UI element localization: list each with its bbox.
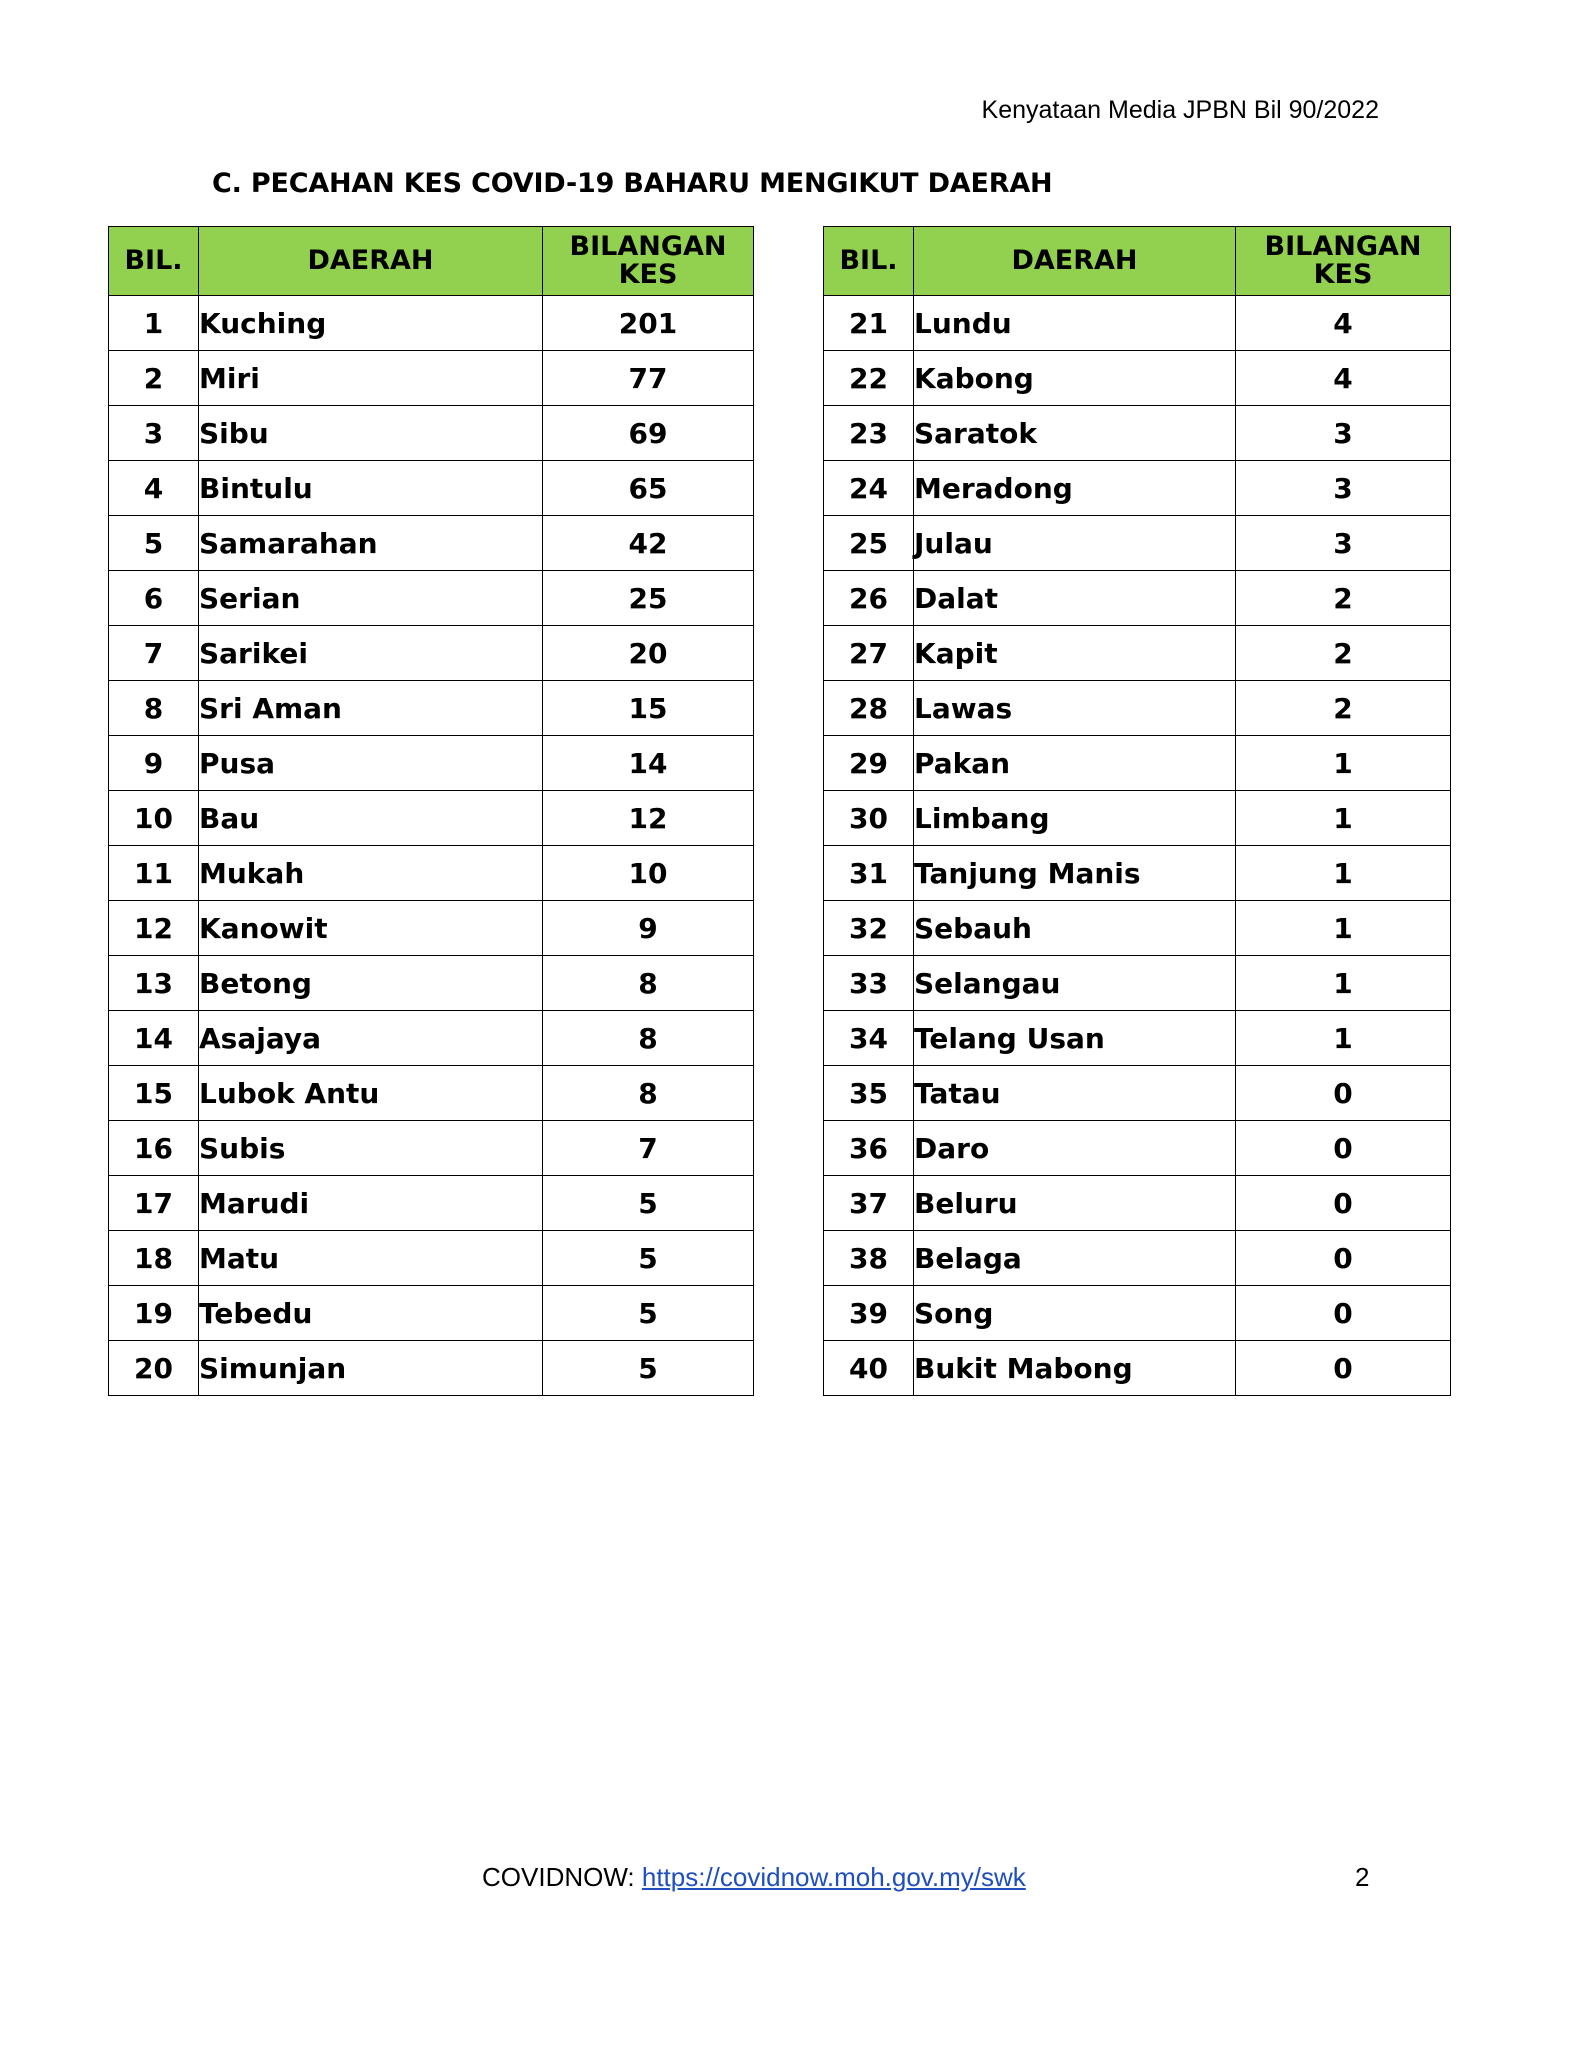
cell-bilangan-kes: 12 [543, 791, 754, 846]
cell-bil: 12 [109, 901, 199, 956]
cell-bilangan-kes: 0 [1236, 1121, 1451, 1176]
cell-daerah: Betong [199, 956, 543, 1011]
cell-daerah: Sibu [199, 406, 543, 461]
cell-bilangan-kes: 0 [1236, 1231, 1451, 1286]
cell-daerah: Limbang [914, 791, 1236, 846]
cell-bilangan-kes: 1 [1236, 791, 1451, 846]
cell-bilangan-kes: 5 [543, 1176, 754, 1231]
table-row [109, 296, 754, 351]
cell-daerah: Daro [914, 1121, 1236, 1176]
cell-bilangan-kes: 69 [543, 406, 754, 461]
cell-bilangan-kes: 20 [543, 626, 754, 681]
table-row [824, 791, 1451, 846]
table-row [109, 516, 754, 571]
cell-bil: 36 [824, 1121, 914, 1176]
cell-daerah: Kanowit [199, 901, 543, 956]
cell-daerah: Tanjung Manis [914, 846, 1236, 901]
cell-bil: 24 [824, 461, 914, 516]
table-row [109, 406, 754, 461]
cell-daerah: Tebedu [199, 1286, 543, 1341]
cell-bilangan-kes: 8 [543, 956, 754, 1011]
cell-bilangan-kes: 1 [1236, 846, 1451, 901]
cell-bil: 7 [109, 626, 199, 681]
cell-bil: 39 [824, 1286, 914, 1341]
cell-daerah: Kuching [199, 296, 543, 351]
cell-bil: 40 [824, 1341, 914, 1396]
cell-bil: 14 [109, 1011, 199, 1066]
cell-bilangan-kes: 201 [543, 296, 754, 351]
table-row [824, 1231, 1451, 1286]
cell-daerah: Mukah [199, 846, 543, 901]
cell-daerah: Pusa [199, 736, 543, 791]
table-row [824, 1176, 1451, 1231]
table-row [109, 846, 754, 901]
cell-bilangan-kes: 15 [543, 681, 754, 736]
cell-bil: 10 [109, 791, 199, 846]
cell-daerah: Miri [199, 351, 543, 406]
table-row [109, 901, 754, 956]
cell-daerah: Serian [199, 571, 543, 626]
cell-daerah: Sri Aman [199, 681, 543, 736]
cell-bil: 27 [824, 626, 914, 681]
table-row [109, 791, 754, 846]
table-row [824, 1011, 1451, 1066]
cell-daerah: Dalat [914, 571, 1236, 626]
table-row [109, 1341, 754, 1396]
footer-label: COVIDNOW: [482, 1862, 642, 1892]
table-row [824, 901, 1451, 956]
cell-bil: 21 [824, 296, 914, 351]
cell-bil: 31 [824, 846, 914, 901]
cell-daerah: Lundu [914, 296, 1236, 351]
cell-bilangan-kes: 0 [1236, 1066, 1451, 1121]
cell-bil: 9 [109, 736, 199, 791]
cell-bilangan-kes: 0 [1236, 1286, 1451, 1341]
cell-bilangan-kes: 1 [1236, 901, 1451, 956]
cell-daerah: Bintulu [199, 461, 543, 516]
cell-daerah: Simunjan [199, 1341, 543, 1396]
table-row [824, 1286, 1451, 1341]
cell-bil: 38 [824, 1231, 914, 1286]
cell-bilangan-kes: 5 [543, 1341, 754, 1396]
cell-bilangan-kes: 14 [543, 736, 754, 791]
table-row [109, 1011, 754, 1066]
cell-daerah: Kapit [914, 626, 1236, 681]
cell-bilangan-kes: 5 [543, 1286, 754, 1341]
cell-daerah: Bau [199, 791, 543, 846]
table-row [109, 1121, 754, 1176]
cell-daerah: Tatau [914, 1066, 1236, 1121]
cell-bil: 17 [109, 1176, 199, 1231]
table-row [824, 956, 1451, 1011]
cell-daerah: Bukit Mabong [914, 1341, 1236, 1396]
section-title: C. PECAHAN KES COVID-19 BAHARU MENGIKUT DAERAH [212, 168, 1053, 199]
cell-daerah: Lubok Antu [199, 1066, 543, 1121]
document-reference: Kenyataan Media JPBN Bil 90/2022 [981, 96, 1379, 124]
cell-bilangan-kes: 1 [1236, 956, 1451, 1011]
table-row [824, 406, 1451, 461]
table-row [109, 626, 754, 681]
cell-bilangan-kes: 8 [543, 1011, 754, 1066]
cell-bil: 16 [109, 1121, 199, 1176]
cell-bil: 5 [109, 516, 199, 571]
cell-bil: 19 [109, 1286, 199, 1341]
cell-daerah: Pakan [914, 736, 1236, 791]
table-row [109, 956, 754, 1011]
cell-bil: 4 [109, 461, 199, 516]
table-row [109, 736, 754, 791]
cell-bil: 30 [824, 791, 914, 846]
cell-daerah: Asajaya [199, 1011, 543, 1066]
cell-daerah: Saratok [914, 406, 1236, 461]
table-row [824, 296, 1451, 351]
header-daerah: DAERAH [199, 227, 543, 296]
cell-bilangan-kes: 8 [543, 1066, 754, 1121]
district-cases-table-right [823, 226, 1451, 1396]
cell-bilangan-kes: 77 [543, 351, 754, 406]
cell-bil: 29 [824, 736, 914, 791]
cell-bilangan-kes: 65 [543, 461, 754, 516]
table-row [109, 571, 754, 626]
cell-bil: 3 [109, 406, 199, 461]
header-bil: BIL. [109, 227, 199, 296]
cell-bilangan-kes: 1 [1236, 1011, 1451, 1066]
table-row [824, 461, 1451, 516]
cell-bil: 13 [109, 956, 199, 1011]
cell-bilangan-kes: 0 [1236, 1176, 1451, 1231]
cell-daerah: Sarikei [199, 626, 543, 681]
table-row [109, 351, 754, 406]
cell-bilangan-kes: 3 [1236, 406, 1451, 461]
cell-daerah: Song [914, 1286, 1236, 1341]
cell-bilangan-kes: 25 [543, 571, 754, 626]
cell-bil: 37 [824, 1176, 914, 1231]
cell-daerah: Kabong [914, 351, 1236, 406]
cell-bil: 23 [824, 406, 914, 461]
cell-bil: 6 [109, 571, 199, 626]
table-row [824, 736, 1451, 791]
cell-bil: 28 [824, 681, 914, 736]
table-row [109, 1231, 754, 1286]
header-bilangan-kes: BILANGAN KES [543, 227, 754, 296]
table-row [109, 1286, 754, 1341]
cell-daerah: Julau [914, 516, 1236, 571]
header-bilangan-kes: BILANGAN KES [1236, 227, 1451, 296]
cell-bilangan-kes: 7 [543, 1121, 754, 1176]
cell-daerah: Telang Usan [914, 1011, 1236, 1066]
cell-bilangan-kes: 4 [1236, 351, 1451, 406]
cell-bilangan-kes: 2 [1236, 626, 1451, 681]
table-row [824, 571, 1451, 626]
table-row [824, 846, 1451, 901]
table-row [824, 1121, 1451, 1176]
cell-bil: 22 [824, 351, 914, 406]
cell-bilangan-kes: 0 [1236, 1341, 1451, 1396]
cell-bilangan-kes: 3 [1236, 461, 1451, 516]
cell-daerah: Selangau [914, 956, 1236, 1011]
table-header-row [109, 227, 754, 296]
page-number: 2 [1355, 1862, 1370, 1892]
cell-bil: 25 [824, 516, 914, 571]
table-row [824, 1066, 1451, 1121]
covidnow-link[interactable]: https://covidnow.moh.gov.my/swk [641, 1862, 1026, 1892]
cell-bil: 8 [109, 681, 199, 736]
table-row [824, 1341, 1451, 1396]
cell-bilangan-kes: 5 [543, 1231, 754, 1286]
cell-bil: 20 [109, 1341, 199, 1396]
table-row [824, 516, 1451, 571]
cell-daerah: Marudi [199, 1176, 543, 1231]
cell-bilangan-kes: 42 [543, 516, 754, 571]
cell-bil: 11 [109, 846, 199, 901]
cell-bil: 15 [109, 1066, 199, 1121]
cell-daerah: Beluru [914, 1176, 1236, 1231]
district-cases-table-left [108, 226, 754, 1396]
cell-daerah: Matu [199, 1231, 543, 1286]
table-row [109, 1066, 754, 1121]
cell-daerah: Samarahan [199, 516, 543, 571]
cell-daerah: Belaga [914, 1231, 1236, 1286]
cell-bilangan-kes: 1 [1236, 736, 1451, 791]
table-header-row [824, 227, 1451, 296]
cell-bil: 35 [824, 1066, 914, 1121]
cell-bilangan-kes: 10 [543, 846, 754, 901]
cell-bilangan-kes: 4 [1236, 296, 1451, 351]
footer [482, 1862, 1026, 1893]
table-row [109, 681, 754, 736]
cell-bilangan-kes: 9 [543, 901, 754, 956]
cell-bilangan-kes: 3 [1236, 516, 1451, 571]
cell-daerah: Meradong [914, 461, 1236, 516]
cell-bil: 26 [824, 571, 914, 626]
cell-daerah: Sebauh [914, 901, 1236, 956]
cell-daerah: Subis [199, 1121, 543, 1176]
table-row [109, 461, 754, 516]
header-bil: BIL. [824, 227, 914, 296]
cell-bil: 2 [109, 351, 199, 406]
cell-bilangan-kes: 2 [1236, 571, 1451, 626]
table-row [824, 626, 1451, 681]
table-row [824, 681, 1451, 736]
cell-bil: 1 [109, 296, 199, 351]
cell-bil: 34 [824, 1011, 914, 1066]
cell-bilangan-kes: 2 [1236, 681, 1451, 736]
table-row [109, 1176, 754, 1231]
cell-daerah: Lawas [914, 681, 1236, 736]
cell-bil: 33 [824, 956, 914, 1011]
header-daerah: DAERAH [914, 227, 1236, 296]
table-row [824, 351, 1451, 406]
cell-bil: 32 [824, 901, 914, 956]
cell-bil: 18 [109, 1231, 199, 1286]
